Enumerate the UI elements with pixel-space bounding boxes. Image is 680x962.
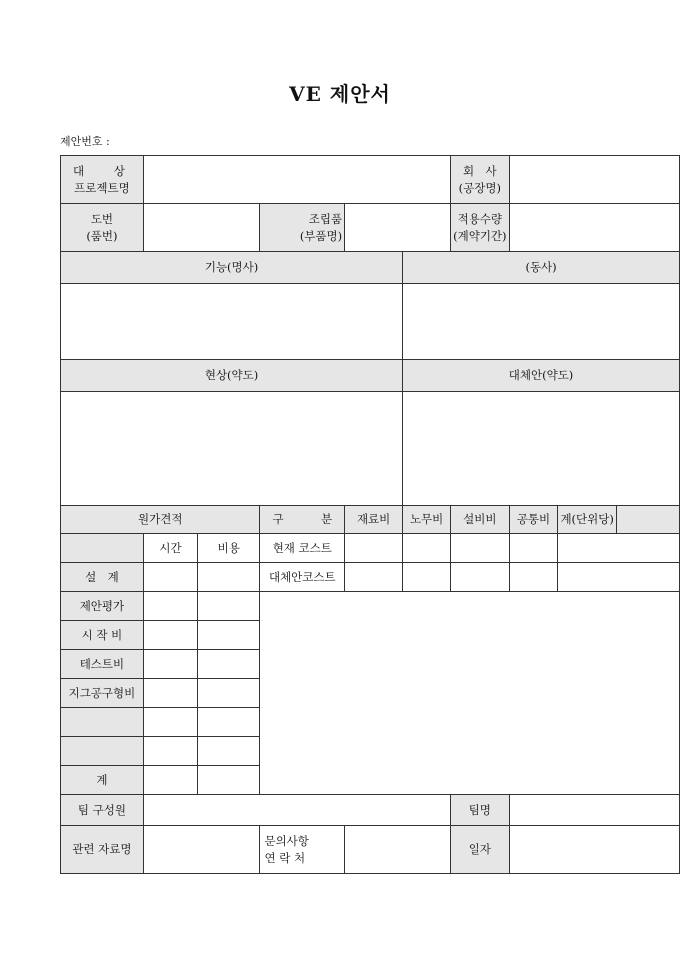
- test-cost-label: 테스트비: [61, 650, 144, 679]
- cost-estimate-header: 원가견적: [61, 506, 260, 534]
- notes-area[interactable]: [260, 592, 680, 795]
- function-noun-header: 기능(명사): [61, 252, 403, 284]
- alt-material-field[interactable]: [345, 563, 403, 592]
- jig-time-field[interactable]: [143, 679, 197, 708]
- contact-field[interactable]: [345, 826, 451, 874]
- prototype-cost-label: 시 작 비: [61, 621, 144, 650]
- blank-row-2-cost-field[interactable]: [198, 737, 260, 766]
- category-header: 구 분: [260, 506, 345, 534]
- date-field[interactable]: [509, 826, 679, 874]
- current-common-field[interactable]: [509, 534, 558, 563]
- proposal-number-label: 제안번호 :: [60, 135, 110, 148]
- blank-row-label-1: [61, 708, 144, 737]
- current-total-field[interactable]: [558, 534, 680, 563]
- assembly-label: 조립품 (부품명): [260, 204, 345, 252]
- time-header: 시간: [143, 534, 197, 563]
- alt-equipment-field[interactable]: [451, 563, 509, 592]
- equipment-cost-header: 설비비: [451, 506, 509, 534]
- blank-row-2-time-field[interactable]: [143, 737, 197, 766]
- related-docs-label: 관련 자료명: [61, 826, 144, 874]
- target-project-field[interactable]: [143, 156, 450, 204]
- test-cost-field[interactable]: [198, 650, 260, 679]
- prototype-time-field[interactable]: [143, 621, 197, 650]
- material-cost-header: 재료비: [345, 506, 403, 534]
- team-name-label: 팀명: [451, 795, 509, 826]
- evaluation-time-field[interactable]: [143, 592, 197, 621]
- quantity-label: 적용수량 (계약기간): [451, 204, 509, 252]
- team-name-field[interactable]: [509, 795, 679, 826]
- alt-cost-label: 대체안코스트: [260, 563, 345, 592]
- current-sketch-header: 현상(약도): [61, 360, 403, 392]
- current-equipment-field[interactable]: [451, 534, 509, 563]
- proposal-evaluation-label: 제안평가: [61, 592, 144, 621]
- function-noun-field[interactable]: [61, 284, 403, 360]
- contact-label: 문의사항 연 락 처: [260, 826, 345, 874]
- alt-labor-field[interactable]: [403, 563, 451, 592]
- date-label: 일자: [451, 826, 509, 874]
- jig-tool-mold-cost-label: 지그공구형비: [61, 679, 144, 708]
- prototype-cost-field[interactable]: [198, 621, 260, 650]
- function-verb-header: (동사): [403, 252, 680, 284]
- cost-row-blank-label: [61, 534, 144, 563]
- alt-total-field[interactable]: [558, 563, 680, 592]
- evaluation-cost-field[interactable]: [198, 592, 260, 621]
- spare-header: [616, 506, 679, 534]
- related-docs-field[interactable]: [143, 826, 260, 874]
- quantity-field[interactable]: [509, 204, 679, 252]
- alternative-sketch-field[interactable]: [403, 392, 680, 506]
- alt-common-field[interactable]: [509, 563, 558, 592]
- blank-row-1-time-field[interactable]: [143, 708, 197, 737]
- drawing-number-field[interactable]: [143, 204, 260, 252]
- total-cost-field[interactable]: [198, 766, 260, 795]
- jig-cost-field[interactable]: [198, 679, 260, 708]
- company-label: 회 사 (공장명): [451, 156, 509, 204]
- cost-header: 비용: [198, 534, 260, 563]
- total-label: 계: [61, 766, 144, 795]
- current-labor-field[interactable]: [403, 534, 451, 563]
- function-verb-field[interactable]: [403, 284, 680, 360]
- current-sketch-field[interactable]: [61, 392, 403, 506]
- company-field[interactable]: [509, 156, 679, 204]
- target-project-label: 대 상 프로젝트명: [61, 156, 144, 204]
- current-material-field[interactable]: [345, 534, 403, 563]
- blank-row-label-2: [61, 737, 144, 766]
- blank-row-1-cost-field[interactable]: [198, 708, 260, 737]
- current-cost-label: 현재 코스트: [260, 534, 345, 563]
- labor-cost-header: 노무비: [403, 506, 451, 534]
- test-time-field[interactable]: [143, 650, 197, 679]
- common-cost-header: 공통비: [509, 506, 558, 534]
- total-time-field[interactable]: [143, 766, 197, 795]
- design-time-field[interactable]: [143, 563, 197, 592]
- design-cost-field[interactable]: [198, 563, 260, 592]
- document-title: VE 제안서: [289, 82, 391, 106]
- total-per-unit-header: 계(단위당): [558, 506, 616, 534]
- drawing-number-label: 도번 (품번): [61, 204, 144, 252]
- alternative-sketch-header: 대체안(약도): [403, 360, 680, 392]
- design-label: 설 계: [61, 563, 144, 592]
- assembly-field[interactable]: [345, 204, 451, 252]
- team-members-field[interactable]: [143, 795, 450, 826]
- proposal-form-table: [60, 155, 680, 874]
- team-members-label: 팀 구성원: [61, 795, 144, 826]
